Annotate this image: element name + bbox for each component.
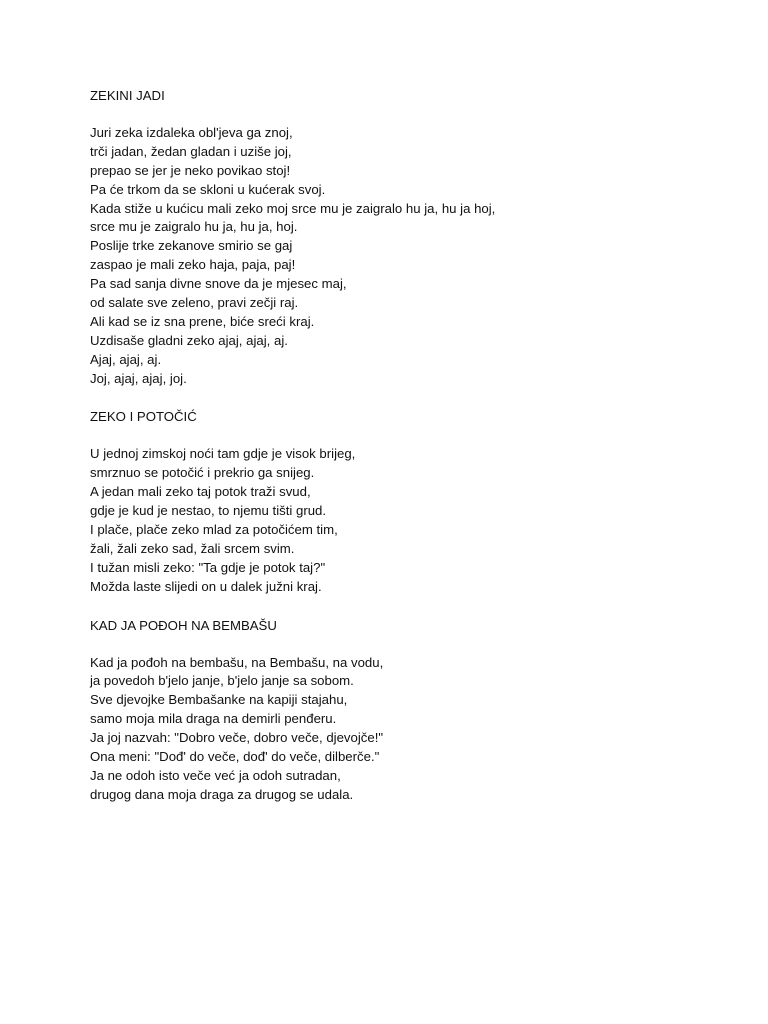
poem-line: trči jadan, žedan gladan i uziše joj, [90, 143, 292, 159]
poem-kad-ja-podjoh-na-bembasu [90, 616, 710, 805]
blank-line [90, 105, 710, 124]
poem-zekini-jadi [90, 86, 710, 388]
poem-line: Ali kad se iz sna prene, biće sreći kraj. [90, 313, 315, 329]
poem-line: Juri zeka izdaleka obl'jeva ga znoj, [90, 125, 293, 140]
blank-line [90, 388, 710, 407]
poem-line: I plače, plače zeko mlad za potočićem tim, [90, 522, 338, 538]
poem-line: A jedan mali zeko taj potok traži svud, [90, 484, 311, 500]
poem-line: žali, žali zeko sad, žali srcem svim. [90, 540, 295, 556]
poem-line: gdje je kud je nestao, to njemu tišti grud. [90, 503, 327, 519]
blank-line [90, 635, 710, 654]
poem-line: Kada stiže u kućicu mali zeko moj srce mu je zaigralo hu ja, hu ja hoj, [90, 200, 496, 216]
poem-line: ja povedoh b'jelo janje, b'jelo janje sa sobom. [90, 673, 354, 689]
blank-line [90, 597, 710, 616]
poem-line: Ja joj nazvah: "Dobro veče, dobro veče, djevojče!" [90, 730, 384, 746]
poem-line: Pa sad sanja divne snove da je mjesec maj, [90, 276, 347, 292]
poem-line: od salate sve zeleno, pravi zečji raj. [90, 295, 299, 311]
poem-line: smrznuo se potočić i prekrio ga snijeg. [90, 465, 315, 481]
poem-zeko-i-potocic [90, 407, 710, 596]
poem-line: Možda laste slijedi on u dalek južni kraj. [90, 578, 322, 594]
poem-line: Ona meni: "Dođ' do veče, dođ' do veče, dilberče." [90, 749, 380, 765]
poem-line: zaspao je mali zeko haja, paja, paj! [90, 257, 296, 273]
poem-line: drugog dana moja draga za drugog se udala. [90, 786, 354, 802]
poem-line: Poslije trke zekanove smirio se gaj [90, 238, 293, 254]
poem-title: ZEKO I POTOČIĆ [90, 409, 197, 425]
poem-line: Joj, ajaj, ajaj, joj. [90, 370, 187, 386]
poem-line: U jednoj zimskoj noći tam gdje je visok brijeg, [90, 446, 356, 462]
poem-line: prepao se jer je neko povikao stoj! [90, 162, 291, 178]
poem-line: Uzdisaše gladni zeko ajaj, ajaj, aj. [90, 332, 288, 348]
poem-line: srce mu je zaigralo hu ja, hu ja, hoj. [90, 219, 298, 235]
poem-line: Ajaj, ajaj, aj. [90, 351, 162, 367]
poem-title: ZEKINI JADI [90, 88, 165, 103]
poem-line: Pa će trkom da se skloni u kućerak svoj. [90, 181, 326, 197]
poem-line: Sve djevojke Bembašanke na kapiji stajahu, [90, 692, 348, 708]
poem-title: KAD JA POĐOH NA BEMBAŠU [90, 617, 277, 633]
poem-line: I tužan misli zeko: "Ta gdje je potok taj?" [90, 559, 326, 575]
poem-line: samo moja mila draga na demirli penđeru. [90, 711, 337, 727]
poem-line: Kad ja pođoh na bembašu, na Bembašu, na vodu, [90, 654, 384, 670]
document-page [90, 86, 710, 805]
blank-line [90, 426, 710, 445]
poem-line: Ja ne odoh isto veče već ja odoh sutradan, [90, 767, 341, 783]
